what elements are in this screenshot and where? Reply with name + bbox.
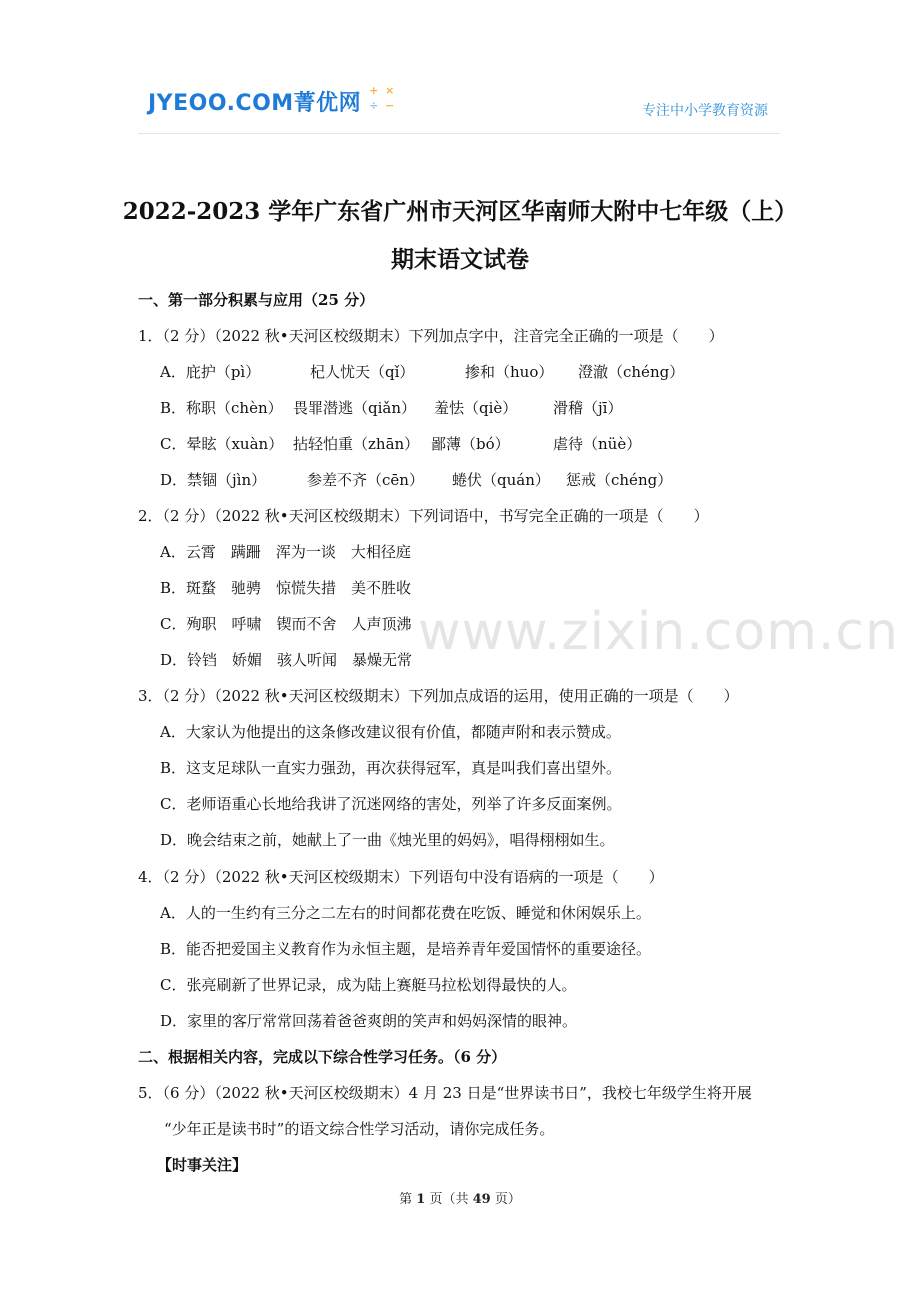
question-5-subheading: 【时事关注】 <box>157 1156 248 1174</box>
option-cell: 参差不齐（cēn） <box>307 471 424 489</box>
question-3-stem: 3．（2 分）（2022 秋•天河区校级期末）下列加点成语的运用，使用正确的一项是（ ） <box>138 687 739 705</box>
question-2-option-b: B．斑蝥 驰骋 惊慌失措 美不胜收 <box>160 579 412 597</box>
option-cell: 澄澈（chéng） <box>578 363 685 381</box>
question-4-option-c: C．张亮刷新了世界记录，成为陆上赛艇马拉松划得最快的人。 <box>160 976 577 994</box>
option-cell: B．称职（chèn） <box>160 399 283 417</box>
plus-sign: + <box>369 84 379 97</box>
option-cell: 鄙薄（bó） <box>431 435 510 453</box>
jyeoo-logo[interactable] <box>148 86 401 116</box>
question-2-option-a: A．云霄 蹒跚 浑为一谈 大相径庭 <box>160 543 411 561</box>
question-5-stem-continued: “少年正是读书时”的语文综合性学习活动，请你完成任务。 <box>164 1120 555 1138</box>
question-3-option-a: A．大家认为他提出的这条修改建议很有价值，都随声附和表示赞成。 <box>160 723 621 741</box>
question-2-stem: 2．（2 分）（2022 秋•天河区校级期末）下列词语中，书写完全正确的一项是（ ） <box>138 507 709 525</box>
question-1-stem: 1．（2 分）（2022 秋•天河区校级期末）下列加点字中，注音完全正确的一项是（ ） <box>138 327 724 345</box>
site-watermark: www.zixin.com.cn <box>418 602 899 662</box>
footer-mid: 页（共 <box>425 1192 473 1207</box>
option-cell: C．晕眩（xuàn） <box>160 435 284 453</box>
logo-text: JYEOO.COM菁优网 <box>148 90 362 116</box>
section-heading-1: 一、第一部分积累与应用（25 分） <box>138 291 375 309</box>
option-cell: D．禁锢（jìn） <box>160 471 267 489</box>
math-operators-icon <box>367 84 401 118</box>
option-cell: 惩戒（chéng） <box>566 471 673 489</box>
times-sign: × <box>385 84 395 97</box>
question-4-stem: 4．（2 分）（2022 秋•天河区校级期末）下列语句中没有语病的一项是（ ） <box>138 868 664 886</box>
page-footer <box>0 1188 920 1207</box>
footer-suffix: 页） <box>490 1192 521 1207</box>
option-cell: 杞人忧天（qǐ） <box>310 363 415 381</box>
current-page-number: 1 <box>416 1192 426 1207</box>
question-4-option-a: A．人的一生约有三分之二左右的时间都花费在吃饭、睡觉和休闲娱乐上。 <box>160 904 651 922</box>
option-cell: 掺和（huo） <box>465 363 554 381</box>
question-3-option-c: C．老师语重心长地给我讲了沉迷网络的害处，列举了许多反面案例。 <box>160 795 622 813</box>
section-heading-2: 二、根据相关内容，完成以下综合性学习任务。（6 分） <box>138 1048 507 1066</box>
option-cell: 畏罪潜逃（qiǎn） <box>293 399 417 417</box>
question-5-stem: 5．（6 分）（2022 秋•天河区校级期末）4 月 23 日是“世界读书日”，我校七年级学生将开展 <box>138 1084 752 1102</box>
header-tagline: 专注中小学教育资源 <box>642 103 768 119</box>
question-4-option-b: B．能否把爱国主义教育作为永恒主题，是培养青年爱国情怀的重要途径。 <box>160 940 652 958</box>
option-cell: 蜷伏（quán） <box>452 471 550 489</box>
option-cell: 羞怯（qiè） <box>434 399 518 417</box>
minus-sign: − <box>385 99 395 112</box>
document-title-line1: 2022-2023 学年广东省广州市天河区华南师大附中七年级（上） <box>122 198 798 225</box>
header-divider <box>138 133 780 134</box>
divide-sign: ÷ <box>369 99 379 112</box>
option-cell: A．庇护（pì） <box>160 363 261 381</box>
option-cell: 滑稽（jī） <box>553 399 623 417</box>
question-4-option-d: D．家里的客厅常常回荡着爸爸爽朗的笑声和妈妈深情的眼神。 <box>160 1012 578 1030</box>
question-2-option-d: D．铃铛 娇媚 骇人听闻 暴燥无常 <box>160 651 413 669</box>
question-3-option-d: D．晚会结束之前，她献上了一曲《烛光里的妈妈》，唱得栩栩如生。 <box>160 831 615 849</box>
document-title-line2: 期末语文试卷 <box>391 246 529 273</box>
question-2-option-c: C．殉职 呼啸 锲而不舍 人声顶沸 <box>160 615 412 633</box>
option-cell: 拈轻怕重（zhān） <box>293 435 420 453</box>
total-pages: 49 <box>472 1192 491 1207</box>
option-cell: 虐待（nüè） <box>553 435 642 453</box>
question-3-option-b: B．这支足球队一直实力强劲，再次获得冠军，真是叫我们喜出望外。 <box>160 759 622 777</box>
footer-prefix: 第 <box>399 1192 417 1207</box>
